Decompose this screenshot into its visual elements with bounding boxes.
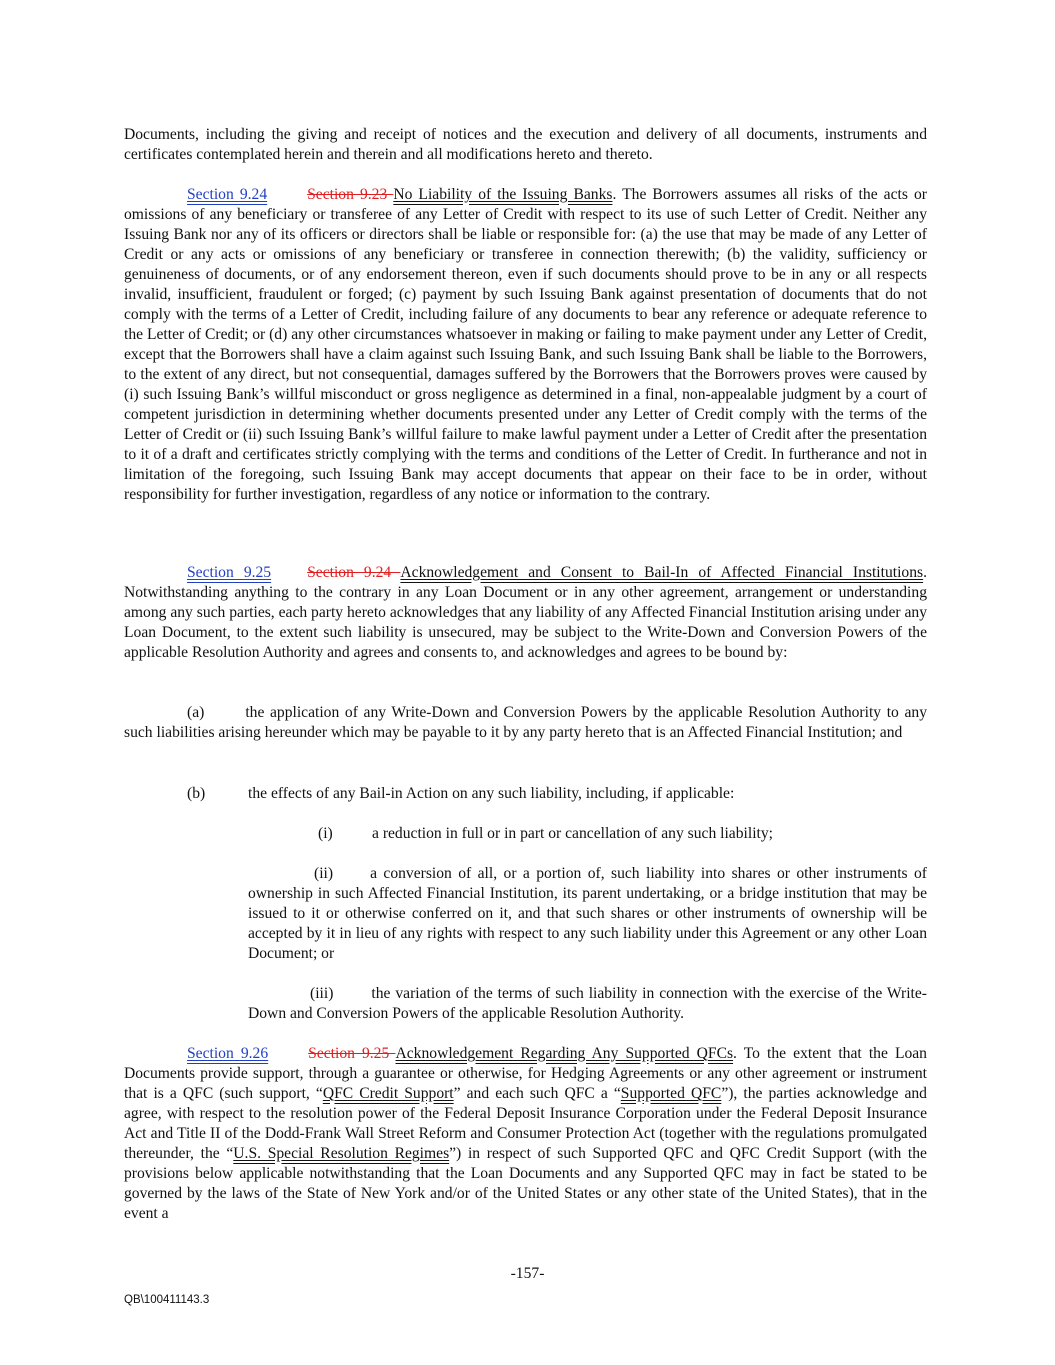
clause-text: the application of any Write-Down and Conversion Powers by the applicable Resolution Authority to any such liabilities arising hereunder which may be payable to it by any party hereto that is an Affected Financial Institution; and xyxy=(124,704,927,741)
defined-term-supported-qfc: Supported QFC xyxy=(620,1085,722,1102)
section-body: . The Borrowers assumes all risks of the acts or omissions of any beneficiary or transferee of any Letter of Credit with respect to its use of such Letter of Credit. Neither any Issuing Bank nor any of its officers or directors shall be liable or responsible for: (a) the use that may be made of any Letter of Credit or any acts or omissions of any beneficiary or transferee in connection therewith; (b) the validity, sufficiency or genuineness of documents, or of any endorsement thereon, even if such documents should prove to be in any or all respects invalid, insufficient, fraudulent or forged; (c) payment by such Issuing Bank against presentation of documents that do not comply with the terms of a Letter of Credit, including failure of any documents to bear any reference or adequate reference to the Letter of Credit; or (d) any other circumstances whatsoever in making or failing to make payment under any Letter of Credit, except that the Borrowers shall have a claim against such Issuing Bank, and such Issuing Bank shall be liable to the Borrowers, to the extent of any direct, but not consequential, damages suffered by the Borrowers that the Borrowers proves were caused by (i) such Issuing Bank’s willful misconduct or gross negligence as determined in a final, non-appealable judgment by a court of competent jurisdiction in determining whether documents presented under any Letter of Credit comply with the terms of the Letter of Credit or (ii) such Issuing Bank’s willful failure to make lawful payment under a Letter of Credit after the presentation to it of a draft and certificates strictly complying with the terms and conditions of the Letter of Credit. In furtherance and not in limitation of the foregoing, such Issuing Bank may accept documents that appear on their face to be in order, without responsibility for further investigation, regardless of any notice or information to the contrary. xyxy=(124,186,927,503)
subclause-i-text: a reduction in full or in part or cancellation of any such liability; xyxy=(372,825,773,842)
continuation-paragraph: Documents, including the giving and receipt of notices and the execution and delivery of all documents, instruments and certificates contemplated herein and therein and all modifications hereto and thereto. xyxy=(124,126,927,163)
section-number-new[interactable]: Section 9.24 xyxy=(187,186,268,203)
page-number: -157- xyxy=(510,1265,545,1282)
section-body: ”) in respect of such Supported QFC and QFC Credit Support (with the provisions below applicable notwithstanding that the Loan Documents and any Supported QFC may in fact be stated to be governed by the laws of the State of New York and/or of the United States or any other state of the United States), that in the event a xyxy=(124,1145,927,1222)
section-number-new[interactable]: Section 9.25 xyxy=(187,564,272,581)
section-body: ”), the parties acknowledge and agree, with respect to the resolution power of the Federal Deposit Insurance Corporation under the Federal Deposit Insurance Act and Title II of the Dodd-Frank Wall Street Reform and Consumer Protection Act (together with the regulations promulgated thereunder, the “ xyxy=(124,1085,927,1162)
defined-term-qfc-credit-support: QFC Credit Support xyxy=(322,1085,454,1102)
subclause-text: the variation of the terms of such liability in connection with the exercise of the Write-Down and Conversion Powers of the applicable Resolution Authority. xyxy=(248,985,927,1022)
section-9-25-paragraph xyxy=(124,563,927,663)
section-title: Acknowledgement and Consent to Bail-In of Affected Financial Institutions xyxy=(400,564,924,581)
section-number-new[interactable]: Section 9.26 xyxy=(187,1045,269,1062)
section-title: No Liability of the Issuing Banks xyxy=(393,186,613,203)
section-number-deleted: Section 9.25 xyxy=(308,1045,396,1062)
subclause-label: (iii) xyxy=(310,985,334,1002)
section-9-24-paragraph xyxy=(124,185,927,505)
section-title: Acknowledgement Regarding Any Supported QFCs xyxy=(395,1045,734,1062)
subclause-label: (ii) xyxy=(314,865,334,882)
clause-label: (a) xyxy=(187,704,205,721)
clause-b-label: (b) xyxy=(187,785,206,802)
defined-term-us-special-resolution-regimes: U.S. Special Resolution Regimes xyxy=(233,1145,450,1162)
subclause-iii-paragraph xyxy=(248,984,927,1024)
section-body: ” and each such QFC a “ xyxy=(453,1085,621,1102)
section-9-26-paragraph xyxy=(124,1044,927,1224)
section-body: . To the extent that the Loan Documents provide support, through a guarantee or otherwise, for Hedging Agreements or any other agreement or instrument that is a QFC (such support, “ xyxy=(124,1045,927,1102)
section-number-deleted: Section 9.23 xyxy=(307,186,394,203)
subclause-text: a conversion of all, or a portion of, such liability into shares or other instruments of ownership in such Affected Financial Institution, its parent undertaking, or a bridge institution that may be issued to it or otherwise conferred on it, and that such shares or other instruments of ownership will be accepted by it in lieu of any rights with respect to any such liability under this Agreement or any other Loan Document; or xyxy=(248,865,927,962)
clause-a-paragraph xyxy=(124,703,927,743)
subclause-ii-paragraph xyxy=(248,864,927,964)
document-id: QB\100411143.3 xyxy=(124,1294,210,1306)
subclause-i-label: (i) xyxy=(318,825,333,842)
section-body: . Notwithstanding anything to the contrary in any Loan Document or in any other agreement, arrangement or understanding among any such parties, each party hereto acknowledges that any liability of any Affected Financial Institution arising under any Loan Document, to the extent such liability is unsecured, may be subject to the Write-Down and Conversion Powers of the applicable Resolution Authority and agrees and consents to, and acknowledges and agrees to be bound by: xyxy=(124,564,927,661)
clause-b-text: the effects of any Bail-in Action on any such liability, including, if applicable: xyxy=(248,785,735,802)
section-number-deleted: Section 9.24 xyxy=(307,564,401,581)
